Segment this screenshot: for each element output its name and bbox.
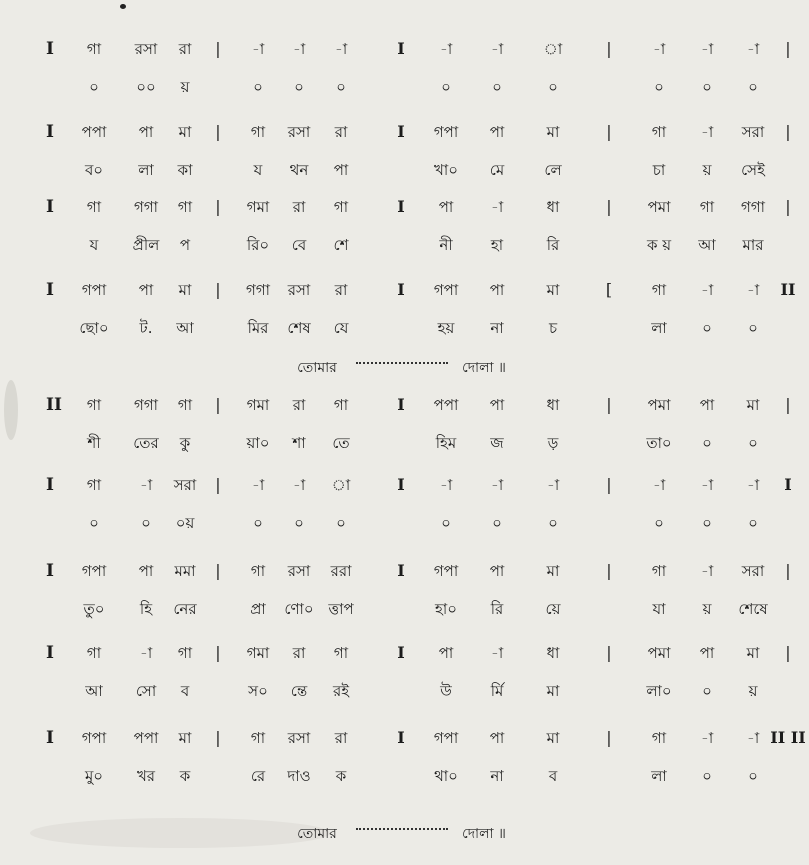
lyric-syllable: হয় (437, 319, 455, 337)
lyric-syllable: ০ (294, 78, 304, 96)
page-smudge (4, 380, 18, 440)
lyric-syllable: ০ (748, 434, 758, 452)
lyric-syllable: ০ (441, 514, 451, 532)
bar-line: | (606, 39, 612, 58)
swara-note: রা (292, 198, 306, 216)
lyric-syllable: রই (332, 682, 350, 700)
swara-note: গপা (433, 281, 459, 299)
bar-line: | (785, 197, 791, 216)
swara-note: মা (746, 644, 760, 662)
bar-line: | (606, 197, 612, 216)
swara-note: গা (333, 644, 349, 662)
swara-note: মা (546, 123, 560, 141)
lyric-syllable: উ (440, 682, 452, 700)
bar-line: I (397, 122, 405, 141)
swara-note: -া (746, 281, 760, 299)
lyric-syllable: তে (332, 434, 350, 452)
swara-note: পা (489, 281, 505, 299)
lyric-syllable: ০ (702, 78, 712, 96)
swara-note: -া (700, 40, 714, 58)
lyric-syllable: হা০ (435, 600, 457, 618)
bar-line: I (397, 395, 405, 414)
lyric-syllable: ০ (294, 514, 304, 532)
swara-note: মা (546, 281, 560, 299)
bar-line: | (215, 561, 221, 580)
swara-note: পা (438, 198, 454, 216)
bar-line: | (785, 395, 791, 414)
swara-note: গা (333, 198, 349, 216)
swara-note: গা (250, 729, 266, 747)
swara-note: গপা (81, 281, 107, 299)
bar-line: I (397, 728, 405, 747)
swara-note: পা (699, 644, 715, 662)
lyric-syllable: য় (702, 161, 712, 179)
swara-note: -া (746, 40, 760, 58)
lyric-syllable: শেষ (287, 319, 311, 337)
swara-note: রা (292, 644, 306, 662)
swara-note: গপা (81, 729, 107, 747)
bar-line: | (606, 561, 612, 580)
bar-line: | (785, 39, 791, 58)
swara-note: -া (700, 729, 714, 747)
lyric-syllable: মার (742, 236, 764, 254)
lyric-syllable: ত্তাপ (328, 600, 354, 618)
refrain-end: দোলা ॥ (462, 826, 506, 842)
refrain-start: তোমার (297, 826, 337, 842)
page-smudge (30, 818, 330, 848)
swara-note: পা (489, 123, 505, 141)
bar-line: | (785, 561, 791, 580)
bar-line: | (215, 122, 221, 141)
swara-note: ধা (546, 644, 560, 662)
lyric-syllable: শা (292, 434, 306, 452)
refrain-end: দোলা ॥ (462, 360, 506, 376)
swara-note: গা (86, 644, 102, 662)
lyric-syllable: ০ (654, 78, 664, 96)
swara-note: সরা (741, 562, 765, 580)
swara-note: গগা (740, 198, 766, 216)
swara-note: মা (746, 396, 760, 414)
swara-note: রা (292, 396, 306, 414)
swara-note: -া (700, 123, 714, 141)
lyric-syllable: ০ (702, 319, 712, 337)
bar-line: | (215, 39, 221, 58)
bar-line: | (215, 475, 221, 494)
swara-note: গা (177, 644, 193, 662)
lyric-syllable: লা (138, 161, 154, 179)
lyric-syllable: ন্তে (290, 682, 308, 700)
swara-note: রা (334, 729, 348, 747)
swara-note: -া (700, 281, 714, 299)
swara-note: গগা (133, 198, 159, 216)
row-marker: I (46, 561, 54, 581)
bar-line: | (606, 395, 612, 414)
lyric-syllable: ০ (548, 78, 558, 96)
lyric-syllable: ০ (702, 767, 712, 785)
bar-line: I (397, 280, 405, 299)
lyric-syllable: ০ (654, 514, 664, 532)
lyric-syllable: নের (173, 600, 197, 618)
lyric-syllable: ছো০ (79, 319, 109, 337)
swara-note: রা (334, 281, 348, 299)
swara-note: -া (490, 644, 504, 662)
swara-note: -া (652, 40, 666, 58)
swara-note: গপা (433, 729, 459, 747)
bar-line: | (215, 280, 221, 299)
bar-line: | (606, 728, 612, 747)
lyric-syllable: ০ (492, 78, 502, 96)
swara-note: -া (652, 476, 666, 494)
lyric-syllable: ০ (89, 514, 99, 532)
lyric-syllable: ক (335, 767, 347, 785)
bar-line: II (780, 280, 796, 299)
swara-note: রসা (134, 40, 158, 58)
lyric-syllable: ০ (748, 78, 758, 96)
swara-note: রসা (287, 562, 311, 580)
swara-note: গা (86, 476, 102, 494)
swara-note: গগা (245, 281, 271, 299)
swara-note: পমা (647, 198, 671, 216)
swara-note: গমা (246, 396, 270, 414)
lyric-syllable: লে (544, 161, 562, 179)
lyric-syllable: য় (702, 600, 712, 618)
lyric-syllable: ০০ (136, 78, 156, 96)
swara-note: -া (700, 562, 714, 580)
swara-note: গগা (133, 396, 159, 414)
swara-note: -া (139, 644, 153, 662)
swara-note: পমা (647, 396, 671, 414)
swara-note: পা (138, 281, 154, 299)
lyric-syllable: ব০ (84, 161, 104, 179)
lyric-syllable: লা০ (646, 682, 672, 700)
lyric-syllable: হি (139, 600, 153, 618)
swara-note: পা (489, 396, 505, 414)
swara-note: সরা (741, 123, 765, 141)
swara-note: সরা (173, 476, 197, 494)
lyric-syllable: নী (439, 236, 453, 254)
swara-note: মা (178, 729, 192, 747)
bar-line: | (215, 197, 221, 216)
lyric-syllable: ০ (141, 514, 151, 532)
lyric-syllable: তা০ (646, 434, 672, 452)
lyric-syllable: রে (250, 767, 266, 785)
lyric-syllable: ব (548, 767, 558, 785)
swara-note: পপা (133, 729, 159, 747)
lyric-syllable: রি (546, 236, 560, 254)
lyric-syllable: শী (87, 434, 101, 452)
swara-note: গা (651, 281, 667, 299)
lyric-syllable: ড় (547, 434, 559, 452)
swara-note: ধা (546, 396, 560, 414)
lyric-syllable: আ (176, 319, 194, 337)
swara-note: -া (139, 476, 153, 494)
swara-note: -া (546, 476, 560, 494)
swara-note: -া (292, 40, 306, 58)
bar-line: I (784, 475, 792, 494)
lyric-syllable: লা (651, 767, 667, 785)
lyric-syllable: ক (179, 767, 191, 785)
bar-line: I (397, 475, 405, 494)
lyric-syllable: শে (333, 236, 349, 254)
swara-note: -া (292, 476, 306, 494)
bar-line: | (215, 395, 221, 414)
swara-note: ররা (330, 562, 352, 580)
swara-note: রসা (287, 281, 311, 299)
swara-note: পপা (433, 396, 459, 414)
bar-line: | (606, 643, 612, 662)
bar-line: I (397, 39, 405, 58)
swara-note: পপা (81, 123, 107, 141)
lyric-syllable: মা (546, 682, 560, 700)
bar-line: I (397, 561, 405, 580)
swara-note: মা (178, 281, 192, 299)
lyric-syllable: ০ (702, 514, 712, 532)
lyric-syllable: মে (489, 161, 505, 179)
lyric-syllable: চা (652, 161, 666, 179)
lyric-syllable: য (253, 161, 263, 179)
lyric-syllable: চ (548, 319, 558, 337)
bar-line: I (397, 197, 405, 216)
lyric-syllable: আ (698, 236, 716, 254)
lyric-syllable: পা (333, 161, 349, 179)
lyric-syllable: শেষে (738, 600, 768, 618)
swara-note: মা (178, 123, 192, 141)
lyric-syllable: র্মি (490, 682, 504, 700)
bar-line: | (785, 643, 791, 662)
lyric-syllable: ০ (253, 514, 263, 532)
lyric-syllable: খা০ (434, 161, 458, 179)
lyric-syllable: বে (291, 236, 307, 254)
bar-line: | (215, 643, 221, 662)
page-smudge (120, 4, 126, 9)
lyric-syllable: প (179, 236, 191, 254)
swara-note: পা (138, 123, 154, 141)
swara-note: গমা (246, 198, 270, 216)
lyric-syllable: সেই (741, 161, 765, 179)
row-marker: I (46, 280, 54, 300)
lyric-syllable: তু০ (83, 600, 105, 618)
swara-note: রা (178, 40, 192, 58)
lyric-syllable: ০ (253, 78, 263, 96)
lyric-syllable: হা (490, 236, 504, 254)
swara-note: পা (489, 562, 505, 580)
lyric-syllable: প্রা (250, 600, 266, 618)
swara-note: রসা (287, 123, 311, 141)
lyric-syllable: ০ (336, 514, 346, 532)
lyric-syllable: কু (179, 434, 191, 452)
swara-note: গপা (433, 562, 459, 580)
swara-note: মা (546, 729, 560, 747)
swara-note: -া (251, 476, 265, 494)
lyric-syllable: ০ (548, 514, 558, 532)
swara-note: গা (699, 198, 715, 216)
lyric-syllable: তের (133, 434, 159, 452)
lyric-syllable: ব (180, 682, 190, 700)
lyric-syllable: জ (490, 434, 504, 452)
swara-note: গা (177, 396, 193, 414)
lyric-syllable: ০ (492, 514, 502, 532)
lyric-syllable: ০ (336, 78, 346, 96)
swara-note: গমা (246, 644, 270, 662)
swara-note: গা (333, 396, 349, 414)
refrain-dotted-leader (356, 362, 448, 364)
lyric-syllable: দাও (287, 767, 311, 785)
lyric-syllable: য (89, 236, 99, 254)
swara-note: -া (490, 476, 504, 494)
swara-note: া (543, 40, 563, 58)
row-marker: I (46, 728, 54, 748)
lyric-syllable: ০ (748, 767, 758, 785)
swara-note: গা (651, 729, 667, 747)
swara-note: মা (546, 562, 560, 580)
swara-note: পা (489, 729, 505, 747)
row-marker: I (46, 643, 54, 663)
lyric-syllable: য়ে (545, 600, 561, 618)
lyric-syllable: থন (289, 161, 309, 179)
swara-note: ধা (546, 198, 560, 216)
swara-note: -া (746, 476, 760, 494)
swara-note: গা (86, 198, 102, 216)
swara-note: গা (651, 123, 667, 141)
lyric-syllable: না (490, 767, 504, 785)
lyric-syllable: স০ (248, 682, 268, 700)
lyric-syllable: যে (333, 319, 349, 337)
swara-note: -া (490, 198, 504, 216)
lyric-syllable: ০ (89, 78, 99, 96)
swara-note: গা (86, 396, 102, 414)
swara-note: পা (438, 644, 454, 662)
lyric-syllable: ০ (441, 78, 451, 96)
refrain-dotted-leader (356, 828, 448, 830)
lyric-syllable: না (490, 319, 504, 337)
lyric-syllable: ট. (139, 319, 153, 337)
lyric-syllable: সো (135, 682, 157, 700)
bar-line: | (785, 122, 791, 141)
swara-note: -া (251, 40, 265, 58)
swara-note: গপা (81, 562, 107, 580)
lyric-syllable: ০ (748, 514, 758, 532)
swara-note: মমা (174, 562, 196, 580)
row-marker: I (46, 39, 54, 59)
lyric-syllable: য় (748, 682, 758, 700)
lyric-syllable: রি০ (246, 236, 270, 254)
lyric-syllable: রি (490, 600, 504, 618)
swara-note: রা (334, 123, 348, 141)
row-marker: I (46, 122, 54, 142)
swara-note: গা (177, 198, 193, 216)
lyric-syllable: লা (651, 319, 667, 337)
lyric-syllable: ০ (702, 434, 712, 452)
swara-note: গপা (433, 123, 459, 141)
swara-note: গা (86, 40, 102, 58)
lyric-syllable: ০ (702, 682, 712, 700)
bar-line: | (606, 475, 612, 494)
lyric-syllable: ০য় (175, 514, 195, 532)
swara-note: -া (334, 40, 348, 58)
lyric-syllable: কা (177, 161, 193, 179)
lyric-syllable: আ (85, 682, 103, 700)
lyric-syllable: মু০ (84, 767, 104, 785)
lyric-syllable: খর (136, 767, 156, 785)
bar-line: | (215, 728, 221, 747)
lyric-syllable: হিম (435, 434, 457, 452)
refrain-start: তোমার (297, 360, 337, 376)
lyric-syllable: ক য় (646, 236, 672, 254)
row-marker: I (46, 475, 54, 495)
swara-note: পা (699, 396, 715, 414)
lyric-syllable: য় (180, 78, 190, 96)
row-marker: I (46, 197, 54, 217)
swara-note: পমা (647, 644, 671, 662)
swara-note: গা (651, 562, 667, 580)
swara-note: গা (250, 562, 266, 580)
swara-note: -া (700, 476, 714, 494)
swara-note: গা (250, 123, 266, 141)
lyric-syllable: প্রীল (132, 236, 160, 254)
bar-line: II II (770, 728, 806, 747)
swara-note: -া (439, 476, 453, 494)
swara-note: -া (490, 40, 504, 58)
swara-note: া (331, 476, 351, 494)
bar-line: [ (605, 280, 613, 299)
lyric-syllable: ০ (748, 319, 758, 337)
bar-line: I (397, 643, 405, 662)
swara-note: -া (746, 729, 760, 747)
lyric-syllable: মির (247, 319, 269, 337)
swara-note: -া (439, 40, 453, 58)
lyric-syllable: থা০ (434, 767, 458, 785)
lyric-syllable: যা (652, 600, 666, 618)
swara-note: রসা (287, 729, 311, 747)
lyric-syllable: য়া০ (246, 434, 270, 452)
bar-line: | (606, 122, 612, 141)
row-marker: II (46, 395, 62, 415)
swara-note: পা (138, 562, 154, 580)
lyric-syllable: ণো০ (284, 600, 314, 618)
